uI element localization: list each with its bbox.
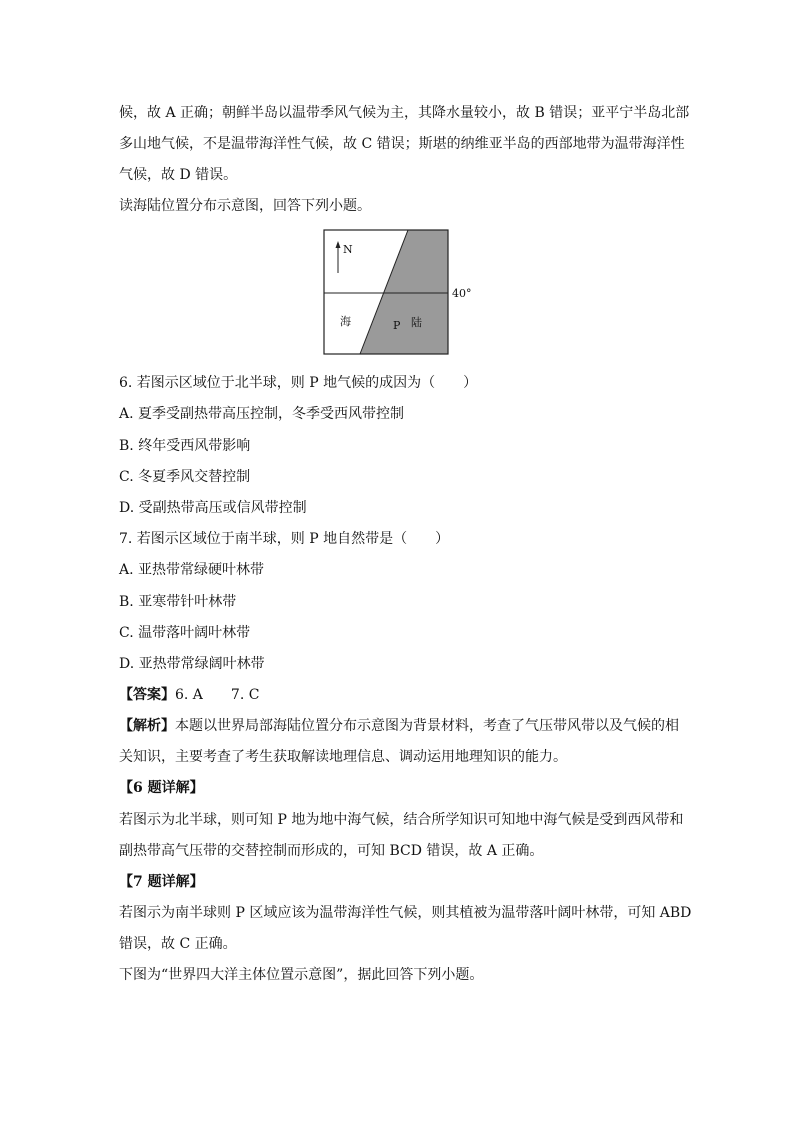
question-7-option-d: D. 亚热带常绿阔叶林带	[119, 656, 265, 672]
question-6-option-b: B. 终年受西风带影响	[119, 438, 251, 454]
intro-line-3: 气候，故 D 错误。	[119, 167, 238, 183]
lead-text: 读海陆位置分布示意图，回答下列小题。	[119, 198, 371, 214]
closing-text: 下图为“世界四大洋主体位置示意图”，据此回答下列小题。	[119, 967, 484, 983]
question-6-option-c: C. 冬夏季风交替控制	[119, 469, 251, 485]
answer-label: 【答案】	[119, 687, 175, 703]
intro-line-2: 多山地气候，不是温带海洋性气候，故 C 错误；斯堪的纳维亚半岛的西部地带为温带海洋性	[119, 136, 685, 152]
question-6-option-a: A. 夏季受副热带高压控制，冬季受西风带控制	[119, 406, 405, 422]
point-p-label: P	[393, 319, 401, 332]
question-6-stem: 6. 若图示区域位于北半球，则 P 地气候的成因为（ ）	[119, 375, 478, 391]
sea-label: 海	[340, 315, 351, 328]
detail-7-line-2: 错误，故 C 正确。	[119, 936, 237, 952]
answer-line	[119, 686, 259, 704]
question-7-option-a: A. 亚热带常绿硬叶林带	[119, 562, 265, 578]
question-7-option-b: B. 亚寒带针叶林带	[119, 594, 237, 610]
land-sea-diagram	[322, 228, 482, 358]
latitude-label: 40°	[452, 287, 472, 300]
intro-line-1: 候，故 A 正确；朝鲜半岛以温带季风气候为主，其降水量较小，故 B 错误；亚平宁半岛北部	[119, 105, 690, 121]
detail-7-line-1: 若图示为南半球则 P 区域应该为温带海洋性气候，则其植被为温带落叶阔叶林带，可知 ABD	[119, 905, 692, 921]
analysis-label: 【解析】	[119, 718, 175, 734]
detail-6-line-2: 副热带高气压带的交替控制而形成的，可知 BCD 错误，故 A 正确。	[119, 843, 544, 859]
question-6-option-d: D. 受副热带高压或信风带控制	[119, 500, 307, 516]
detail-6-title: 【6 题详解】	[119, 780, 204, 796]
answer-text: 6. A 7. C	[175, 687, 260, 703]
analysis-line-1	[119, 717, 679, 735]
detail-6-line-1: 若图示为北半球，则可知 P 地为地中海气候，结合所学知识可知地中海气候是受到西风带和	[119, 812, 684, 828]
land-label: 陆	[411, 316, 422, 329]
question-7-stem: 7. 若图示区域位于南半球，则 P 地自然带是（ ）	[119, 531, 450, 547]
question-7-option-c: C. 温带落叶阔叶林带	[119, 625, 251, 641]
north-label: N	[343, 243, 353, 256]
detail-7-title: 【7 题详解】	[119, 874, 204, 890]
analysis-line-2: 关知识，主要考查了考生获取解读地理信息、调动运用地理知识的能力。	[119, 749, 567, 765]
analysis-text-1: 本题以世界局部海陆位置分布示意图为背景材料，考查了气压带风带以及气候的相	[175, 718, 679, 734]
